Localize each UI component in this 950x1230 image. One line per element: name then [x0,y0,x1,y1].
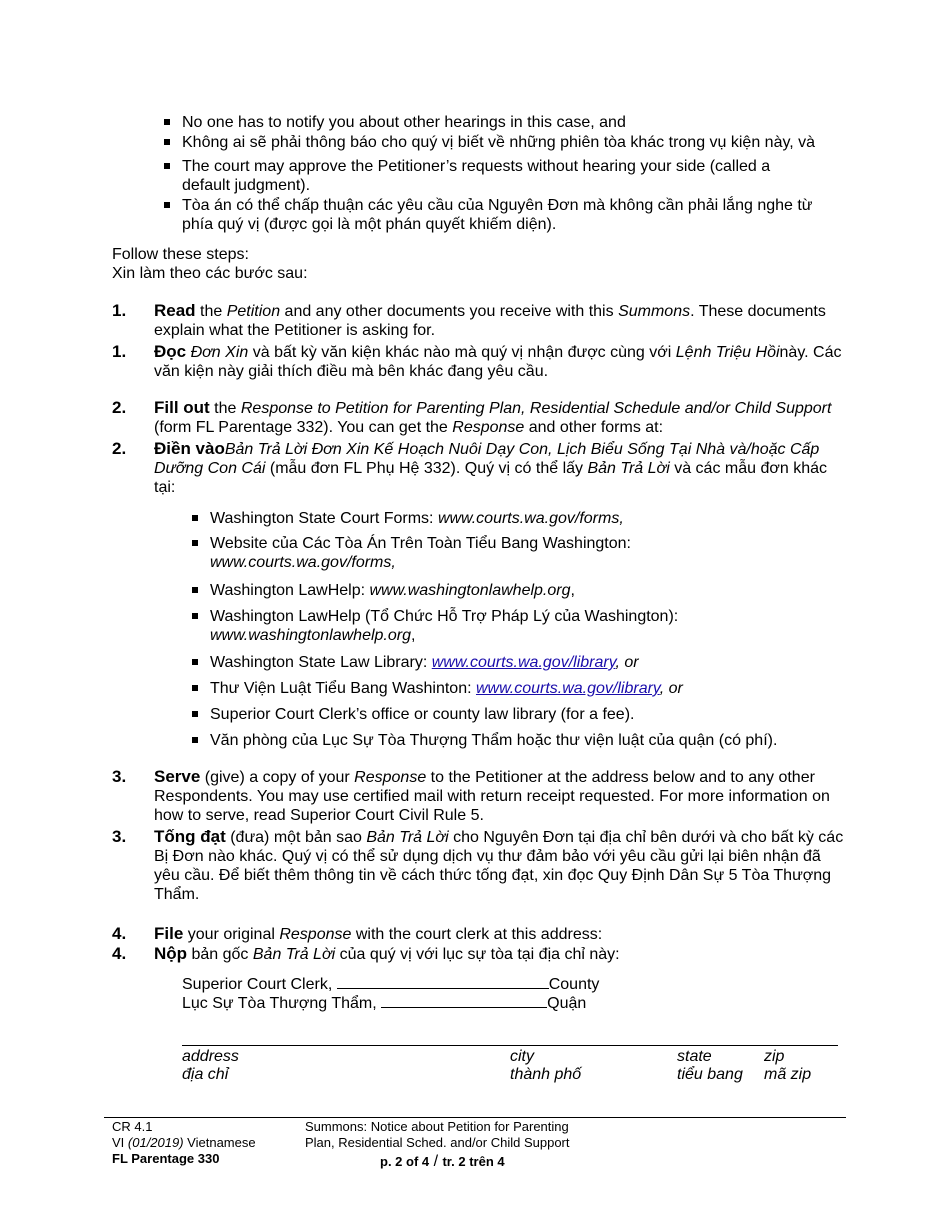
steps-intro-vi: Xin làm theo các bước sau: [112,265,308,282]
bullet-marker [192,613,198,619]
address-label-vi: địa chỉ [182,1066,229,1083]
bullet-marker [192,540,198,546]
state-label-vi: tiểu bang [677,1066,743,1083]
link-law-library[interactable]: www.courts.wa.gov/library [475,680,660,697]
step-2-number-vi: 2. [112,439,127,458]
step-2-en: Fill out the Response to Petition for Parenting Plan, Residential Schedule and/or Child Support (form FL Parentage 332). You can get the Response and other forms at: [154,398,832,436]
state-label-en: state [677,1048,712,1065]
page-number: p. 2 of 4 / tr. 2 trên 4 [380,1153,505,1170]
link-courts-forms[interactable]: www.courts.wa.gov/forms, [437,510,624,527]
step-2-vi: Điền vàoBản Trả Lời Đơn Xin Kế Hoạch Nuôi Dạy Con, Lịch Biểu Sống Tại Nhà và/hoặc Cấp Dưỡng Con Cái (mẫu đơn FL Phụ Hệ 332). Quý vị có thể lấy Bản Trả Lời và các mẫu đơn khác tại: [154,439,827,496]
step-4-number-en: 4. [112,924,127,943]
step-1-en: Read the Petition and any other documents you receive with this Summons. These documents explain what the Petitioner is asking for. [154,301,826,339]
step-3-number-vi: 3. [112,827,127,846]
bullet-marker [192,685,198,691]
clerk-county-vi: Lục Sự Tòa Thượng Thẩm, Quận [182,995,587,1012]
footer-title: Summons: Notice about Petition for Parenting Plan, Residential Sched. and/or Child Support [305,1119,570,1150]
link-courts-forms[interactable]: www.courts.wa.gov/forms, [210,554,396,571]
footer-form-id: FL Parentage 330 [112,1151,220,1166]
county-blank-field[interactable] [337,974,549,989]
step-3-en: Serve (give) a copy of your Response to the Petitioner at the address below and to any other Respondents. You may use certified mail with return receipt requested. For more information on how to serve, read Superior Court Civil Rule 5. [154,767,830,824]
bullet-marker [164,163,170,169]
document-page: No one has to notify you about other hearings in this case, and Không ai sẽ phải thông báo cho quý vị biết về những phiên tòa khác trong vụ kiện này, và The court may approve the Petitioner’s requests without hearing your side (called a default judgment). Tòa án có thể chấp thuận các yêu cầu của Nguyên Đơn mà không cần phải lắng nghe từ phía quý vị (được gọi là một phán quyết khiếm diện). Follow these steps: Xin làm theo các bước sau: 1. Read the Petition and any other documents you receive with this Summons. These documents explain what the Petitioner is asking for. 1. Đọc Đơn Xin và bất kỳ văn kiện khác nào mà quý vị nhận được cùng với Lệnh Triệu Hồinày. Các văn kiện này giải thích điều mà bên khác đang yêu cầu. 2. Fill out the Response to Petition for Parenting Plan, Residential Schedule and/or Child Support (form FL Parentage 332). You can get the Response and other forms at: 2. Điền vàoBản Trả Lời Đơn Xin Kế Hoạch Nuôi Dạy Con, Lịch Biểu Sống Tại Nhà và/hoặc Cấp Dưỡng Con Cái (mẫu đơn FL Phụ Hệ 332). Quý vị có thể lấy Bản Trả Lời và các mẫu đơn khác tại: Washington State Court Forms: www.courts.wa.gov/forms, Website của Các Tòa Án Trên Toàn Tiểu Bang Washington: www.courts.wa.gov/forms, Washington LawHelp: www.washingtonlawhelp.org, Washington LawHelp (Tổ Chức Hỗ Trợ Pháp Lý của Washington): www.washingtonlawhelp.org, Washington State Law Library: www.courts.wa.gov/library, or Thư Viện Luật Tiểu Bang Washinton: www.courts.wa.gov/library, or Superior Court Clerk’s office or county law library (for a fee). Văn phòng của Lục Sự Tòa Thượng Thẩm hoặc thư viện luật của quận (có phí). 3. Serve (give) a copy of your Response to the Petitioner at the address below and to any other Respondents. You may use certified mail with return receipt requested. For more information on how to serve, read Superior Court Civil Rule 5. 3. Tống đạt (đưa) một bản sao Bản Trả Lời cho Nguyên Đơn tại địa chỉ bên dưới và cho bất kỳ các Bị Đơn nào khác. Quý vị có thể sử dụng dịch vụ thư đảm bảo với yêu cầu gửi lại biên nhận đã yêu cầu. Để biết thêm thông tin về cách thức tống đạt, xin đọc Quy Định Dân Sự 5 Tòa Thượng Thẩm. 4. File your original Response with the court clerk at this address: 4. Nộp bản gốc Bản Trả Lời của quý vị với lục sự tòa tại địa chỉ này: Superior Court Clerk, County Lục Sự Tòa Thượng Thẩm, Quận address địa chỉ city thành phố state tiểu bang zip mã zip CR 4.1 VI (01/2019) Vietnamese FL Parentage 330 Summons: Notice about Petition for Parenting Plan, Residential Sched. and/or Child Support p. 2 of 4 / tr. 2 trên 4 [0,0,950,1230]
step-1-number-en: 1. [112,301,127,320]
bullet-marker [192,659,198,665]
link-law-library[interactable]: www.courts.wa.gov/library [431,654,616,671]
step-3-vi: Tống đạt (đưa) một bản sao Bản Trả Lời cho Nguyên Đơn tại địa chỉ bên dưới và cho bất kỳ các Bị Đơn nào khác. Quý vị có thể sử dụng dịch vụ thư đảm bảo với yêu cầu gửi lại biên nhận đã yêu cầu. Để biết thêm thông tin về cách thức tống đạt, xin đọc Quy Định Dân Sự 5 Tòa Thượng Thẩm. [154,827,844,903]
city-label-en: city [510,1048,534,1065]
address-line[interactable] [182,1045,838,1046]
step-4-vi: Nộp bản gốc Bản Trả Lời của quý vị với lục sự tòa tại địa chỉ này: [154,944,620,963]
clerk-county-en: Superior Court Clerk, County [182,976,600,993]
link-lawhelp[interactable]: www.washingtonlawhelp.org [210,627,411,644]
county-blank-field-vi[interactable] [381,993,547,1008]
bullet-marker [192,737,198,743]
bullet-marker [192,587,198,593]
link-lawhelp[interactable]: www.washingtonlawhelp.org [369,582,571,599]
step-3-number-en: 3. [112,767,127,786]
zip-label-vi: mã zip [764,1066,812,1083]
zip-label-en: zip [764,1048,785,1065]
step-1-vi: Đọc Đơn Xin và bất kỳ văn kiện khác nào mà quý vị nhận được cùng với Lệnh Triệu Hồinày. Các văn kiện này giải thích điều mà bên khác đang yêu cầu. [154,342,842,380]
step-4-number-vi: 4. [112,944,127,963]
step-1-number-vi: 1. [112,342,127,361]
city-label-vi: thành phố [510,1066,582,1083]
steps-intro-en: Follow these steps: [112,246,249,263]
footer-code: CR 4.1 [112,1119,153,1134]
step-2-number-en: 2. [112,398,127,417]
bullet-marker [192,515,198,521]
address-label-en: address [182,1048,239,1065]
footer-divider [104,1117,846,1118]
bullet-marker [192,711,198,717]
footer-left [112,1119,302,1167]
bullet-marker [164,119,170,125]
bullet-marker [164,202,170,208]
bullet-marker [164,139,170,145]
footer-version: VI (01/2019) Vietnamese [112,1135,256,1150]
step-4-en: File your original Response with the court clerk at this address: [154,924,603,943]
